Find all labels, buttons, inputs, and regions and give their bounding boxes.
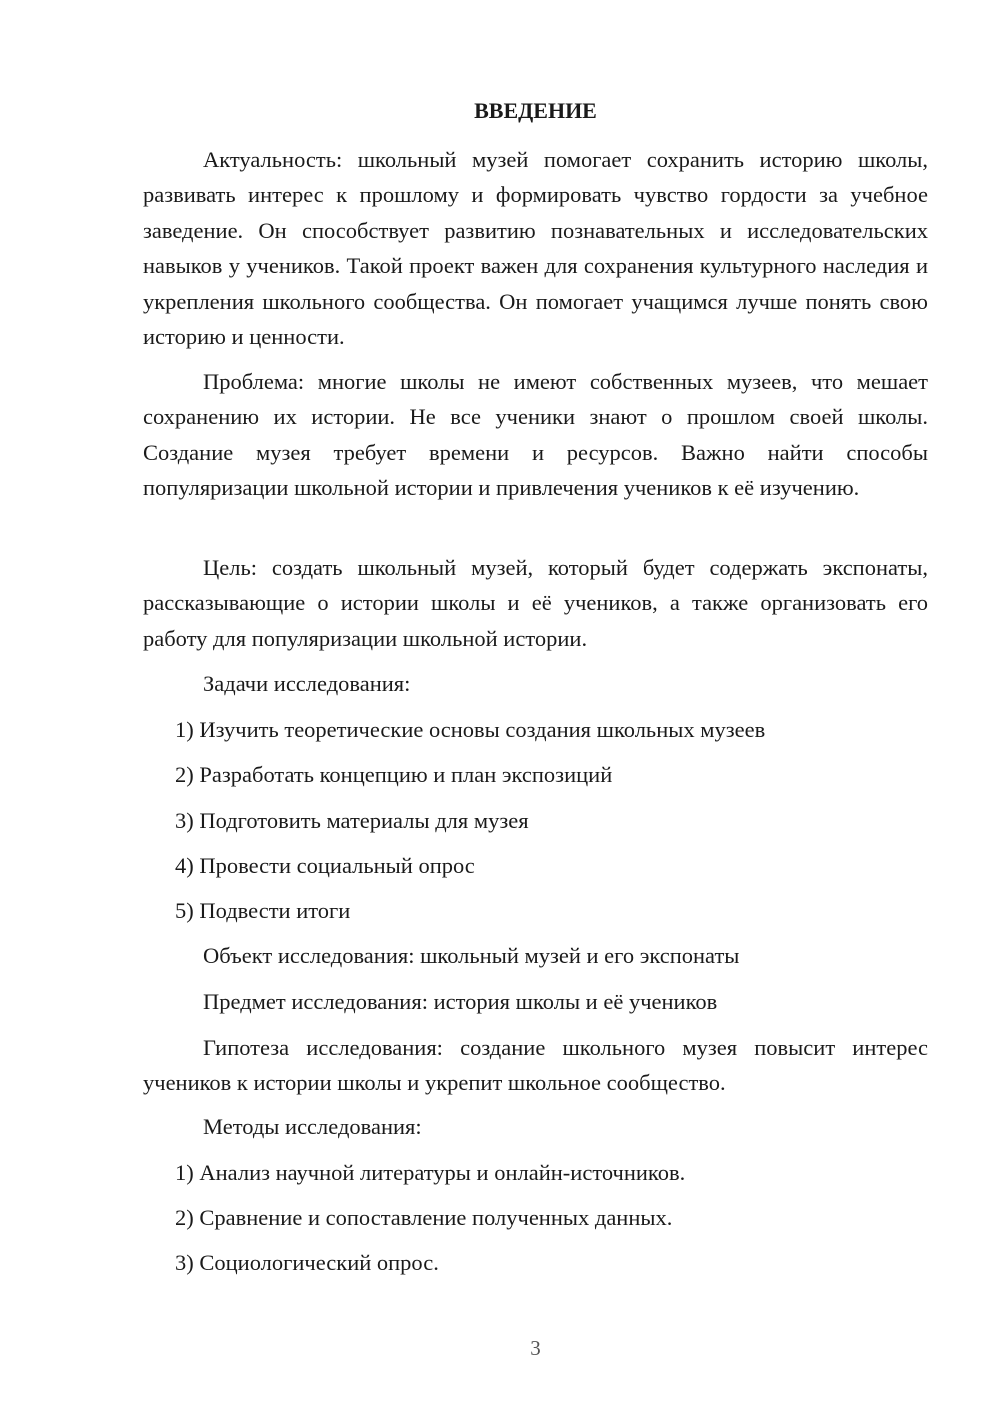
section-heading: ВВЕДЕНИЕ	[474, 98, 597, 123]
goal-paragraph: Цель: создать школьный музей, который будет содержать экспонаты, рассказывающие о истории школы и её учеников, а также организовать его работу для популяризации школьной истории.	[143, 555, 928, 651]
task-item: 4) Провести социальный опрос	[175, 853, 475, 878]
method-item: 1) Анализ научной литературы и онлайн-источников.	[175, 1160, 686, 1185]
task-item: 3) Подготовить материалы для музея	[175, 808, 529, 833]
research-object: Объект исследования: школьный музей и его экспонаты	[203, 943, 740, 968]
task-item: 5) Подвести итоги	[175, 898, 351, 923]
hypothesis-paragraph: Гипотеза исследования: создание школьного музея повысит интерес учеников к истории школы и укрепит школьное сообщество.	[143, 1035, 928, 1096]
task-item: 2) Разработать концепцию и план экспозиций	[175, 762, 613, 787]
tasks-title: Задачи исследования:	[203, 671, 411, 696]
page-number: 3	[530, 1336, 541, 1360]
methods-title: Методы исследования:	[203, 1114, 422, 1139]
research-subject: Предмет исследования: история школы и её учеников	[203, 989, 718, 1014]
task-item: 1) Изучить теоретические основы создания школьных музеев	[175, 717, 766, 742]
relevance-paragraph: Актуальность: школьный музей помогает сохранить историю школы, развивать интерес к прошлому и формировать чувство гордости за учебное заведение. Он способствует развитию познавательных и исследовательских навыков у учеников. Такой проект важен для сохранения культурного наследия и укрепления школьного сообщества. Он помогает учащимся лучше понять свою историю и ценности.	[143, 147, 928, 350]
method-item: 3) Социологический опрос.	[175, 1250, 439, 1275]
method-item: 2) Сравнение и сопоставление полученных данных.	[175, 1205, 673, 1230]
problem-paragraph: Проблема: многие школы не имеют собственных музеев, что мешает сохранению их истории. Не все ученики знают о прошлом своей школы. Создание музея требует времени и ресурсов. Важно найти способы популяризации школьной истории и привлечения учеников к её изучению.	[143, 369, 928, 501]
